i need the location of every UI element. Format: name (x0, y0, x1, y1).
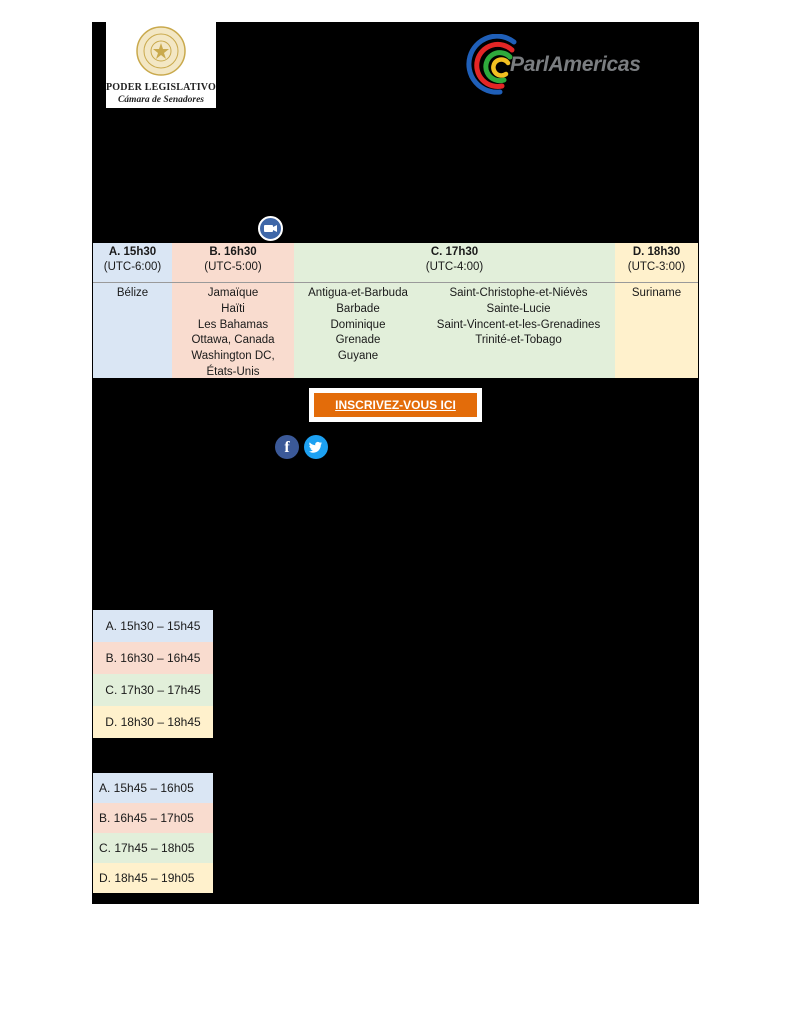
divider (93, 282, 172, 283)
video-camera-icon[interactable] (258, 216, 283, 241)
schedule-item-b: B. 16h45 – 17h05 (93, 803, 213, 833)
seal-icon (136, 26, 186, 76)
timezone-table (93, 243, 698, 378)
timezone-header-b (172, 243, 294, 282)
country-name: Dominique (330, 318, 386, 331)
schedule-item-b: B. 16h30 – 16h45 (93, 642, 213, 674)
register-button[interactable] (309, 388, 482, 422)
parlamericas-logo (466, 34, 682, 96)
timezone-header-d (615, 243, 698, 282)
schedule-item-a: A. 15h45 – 16h05 (93, 773, 213, 803)
divider (615, 282, 698, 283)
timezone-header-a (93, 243, 172, 282)
timezone-utc-d: (UTC-3:00) (627, 261, 686, 273)
video-camera-glyph (260, 218, 281, 239)
senate-title: PODER LEGISLATIVO (106, 82, 216, 93)
twitter-bird-glyph (304, 435, 328, 459)
country-name: Les Bahamas (197, 318, 269, 331)
timezone-column-d (615, 243, 698, 378)
divider (294, 282, 615, 283)
timezone-header-c (294, 243, 615, 282)
schedule-item-d: D. 18h45 – 19h05 (93, 863, 213, 893)
country-name: Saint-Christophe-et-Niévès (449, 287, 588, 299)
timezone-time-d: D. 18h30 (632, 246, 681, 258)
timezone-column-a (93, 243, 172, 378)
timezone-countries-a (93, 286, 172, 302)
timezone-countries-b (172, 286, 294, 381)
timezone-time-a: A. 15h30 (108, 246, 157, 258)
timezone-countries-d (615, 286, 698, 302)
timezone-countries-c-right (426, 286, 611, 349)
timezone-countries-c-left (294, 286, 422, 365)
timezone-utc-a: (UTC-6:00) (103, 261, 162, 273)
senate-subtitle: Cámara de Senadores (117, 95, 205, 105)
schedule-item-d: D. 18h30 – 18h45 (93, 706, 213, 738)
timezone-time-b: B. 16h30 (209, 246, 257, 258)
schedule-item-c: C. 17h30 – 17h45 (93, 674, 213, 706)
facebook-icon[interactable]: f (275, 435, 299, 459)
timezone-column-b (172, 243, 294, 378)
register-button-label[interactable]: INSCRIVEZ-VOUS ICI (314, 393, 477, 417)
country-name: Barbade (336, 302, 380, 315)
country-name: Antigua-et-Barbuda (308, 287, 408, 299)
parlamericas-name: ParlAmericas (510, 53, 641, 76)
country-name: États-Unis (206, 365, 260, 378)
country-name: Ottawa, Canada (191, 334, 275, 347)
country-name: Bélize (116, 287, 149, 299)
timezone-time-c: C. 17h30 (430, 246, 479, 258)
country-name: Sainte-Lucie (486, 302, 551, 315)
senate-logo (106, 22, 216, 108)
divider (172, 282, 294, 283)
country-name: Saint-Vincent-et-les-Grenadines (436, 318, 601, 331)
schedule-item-c: C. 17h45 – 18h05 (93, 833, 213, 863)
country-name: Washington DC, (191, 350, 275, 363)
country-name: Guyane (337, 350, 379, 363)
country-name: Grenade (335, 334, 381, 347)
schedule-item-a: A. 15h30 – 15h45 (93, 610, 213, 642)
twitter-icon[interactable] (304, 435, 328, 459)
schedule-list-1 (93, 610, 213, 738)
country-name: Suriname (631, 287, 682, 299)
document-background (92, 22, 699, 904)
country-name: Haïti (221, 302, 245, 315)
country-name: Trinité-et-Tobago (475, 334, 562, 347)
timezone-utc-b: (UTC-5:00) (204, 261, 262, 273)
timezone-utc-c: (UTC-4:00) (425, 261, 484, 273)
country-name: Jamaïque (207, 287, 259, 299)
schedule-list-2 (93, 773, 213, 893)
timezone-column-c (294, 243, 615, 378)
